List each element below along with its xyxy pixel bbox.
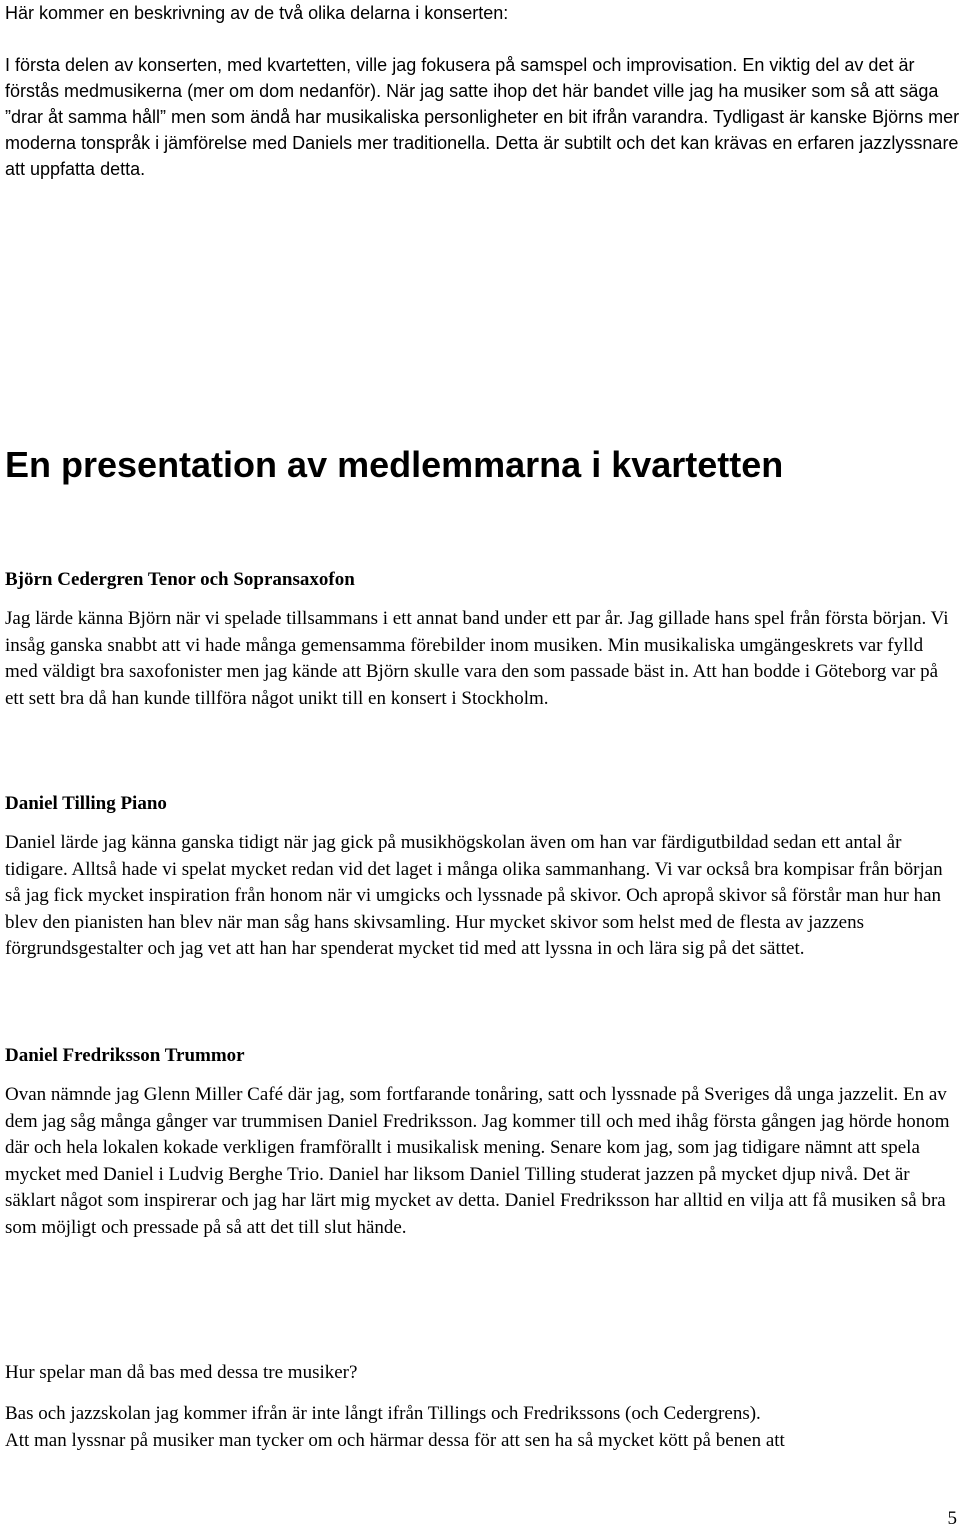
member-title-fredriksson: Daniel Fredriksson Trummor bbox=[5, 1045, 245, 1066]
member-title-bjorn: Björn Cedergren Tenor och Sopransaxofon bbox=[5, 569, 355, 590]
page-number: 5 bbox=[947, 1508, 957, 1529]
intro-line: Här kommer en beskrivning av de två olika delarna i konserten: bbox=[5, 3, 509, 23]
member-text-fredriksson: Ovan nämnde jag Glenn Miller Café där jag, som fortfarande tonåring, satt och lyssnade på Sveriges då unga jazzelit. En av dem jag såg många gånger var trummisen Daniel Fredriksson. Jag kommer till och med ihåg första gången jag hörde honom där och hela lokalen kokade verkligen framförallt i musikalisk mening. Senare kom jag, som jag tidigare nämnt att spela mycket med Daniel i Ludvig Berghe Trio. Daniel har liksom Daniel Tilling studerat jazzen på mycket djup nivå. Det är säklart något som inspirerar och jag har lärt mig mycket av detta. Daniel Fredriksson har alltid en vilja att få musiken så bra som möjligt och pressade på så att det till slut hände. bbox=[5, 1084, 950, 1238]
member-title-tilling: Daniel Tilling Piano bbox=[5, 793, 167, 814]
intro-paragraph: I första delen av konserten, med kvartetten, ville jag fokusera på samspel och improvisation. En viktig del av det är förstås medmusikerna (mer om dom nedanför). När jag satte ihop det här bandet ville jag ha musiker som så att säga ”drar åt samma håll” men som ändå har musikaliska personligheter en bit ifrån varandra. Tydligast är kanske Björns mer moderna tonspråk i jämförelse med Daniels mer traditionella. Detta är subtilt och det kan krävas en erfaren jazzlyssnare att uppfatta detta. bbox=[5, 55, 960, 179]
member-text-tilling: Daniel lärde jag känna ganska tidigt när jag gick på musikhögskolan även om han var färdigutbildad sedan ett antal år tidigare. Alltså hade vi spelat mycket redan vid det laget i många olika sammanhang. Vi var också bra kompisar från början så jag fick mycket inspiration från honom när vi umgicks och lyssnade på skivor. Och apropå skivor så förstår man hur han blev den pianisten han blev när man såg hans skivsamling. Hur mycket skivor som helst med de flesta av jazzens förgrundsgestalter och jag vet att han har spenderat mycket tid med att lyssna in och lära sig på det sättet. bbox=[5, 832, 943, 960]
bass-question: Hur spelar man då bas med dessa tre musiker? bbox=[5, 1362, 358, 1383]
bass-line-2: Att man lyssnar på musiker man tycker om och härmar dessa för att sen ha så mycket kött på benen att bbox=[5, 1430, 785, 1451]
bass-line-1: Bas och jazzskolan jag kommer ifrån är inte långt ifrån Tillings och Fredrikssons (och Cedergrens). bbox=[5, 1403, 761, 1424]
section-heading: En presentation av medlemmarna i kvartetten bbox=[5, 444, 784, 485]
member-text-bjorn: Jag lärde känna Björn när vi spelade tillsammans i ett annat band under ett par år. Jag gillade hans spel från första början. Vi insåg ganska snabbt att vi hade många gemensamma förebilder inom musiken. Min musikaliska umgängeskrets var fylld med väldigt bra saxofonister men jag kände att Björn skulle vara den som passade bäst in. Att han bodde i Göteborg var på ett sett bra då han kunde tillföra något unikt till en konsert i Stockholm. bbox=[5, 608, 949, 709]
